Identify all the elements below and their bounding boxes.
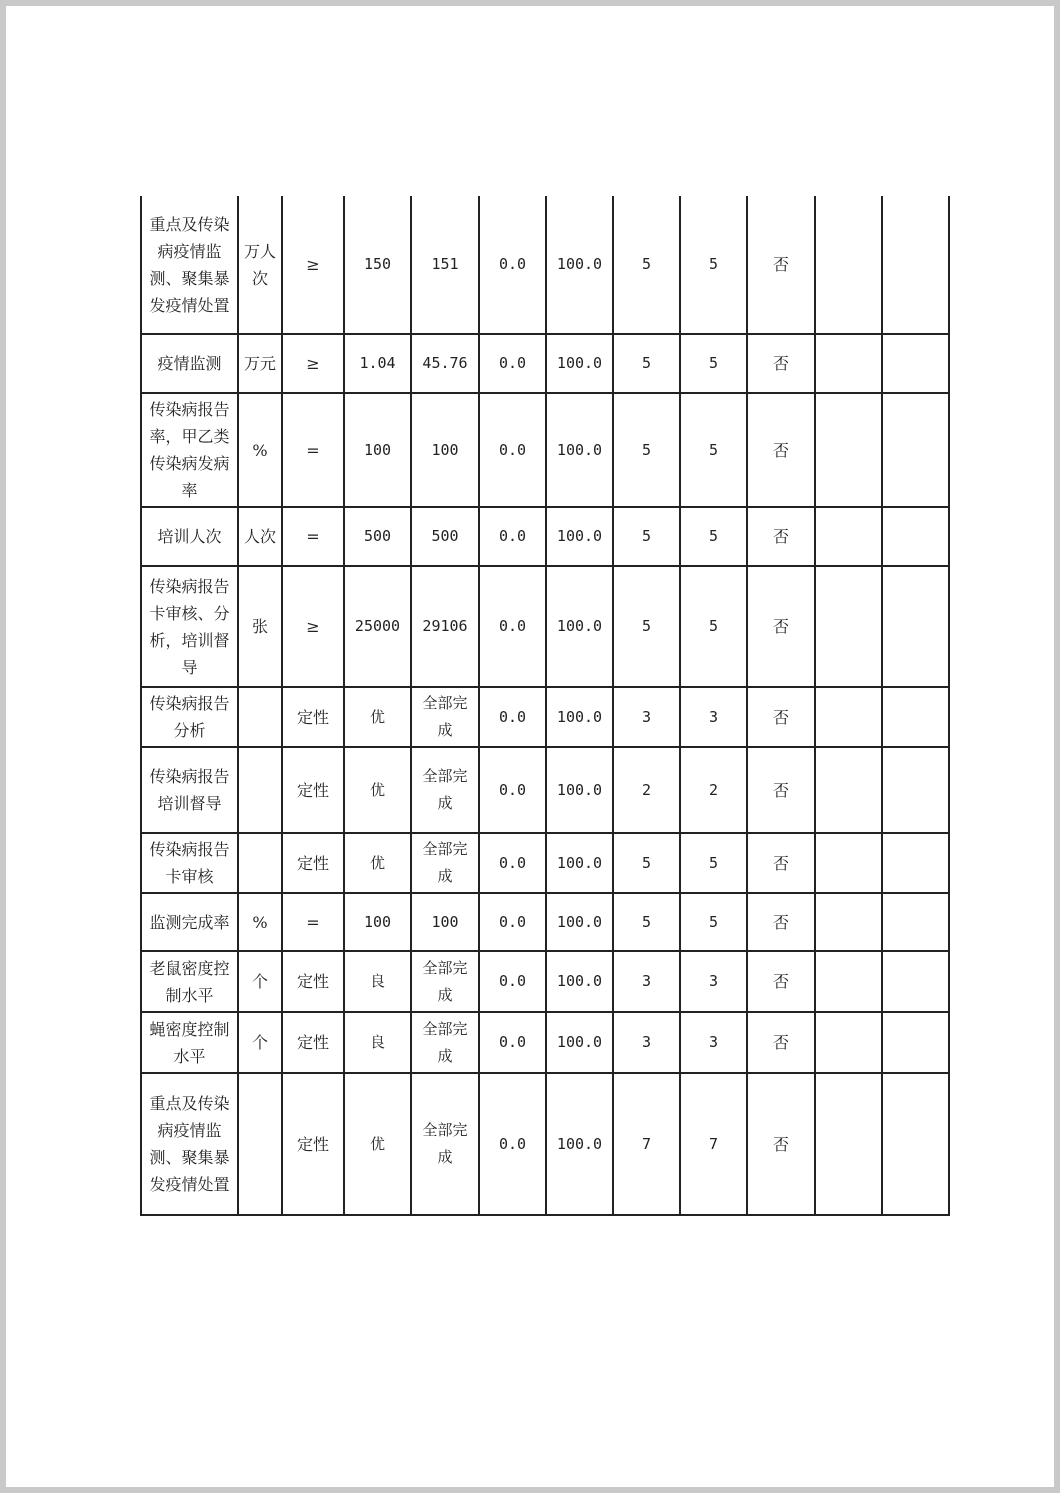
score-cell: 5	[680, 833, 747, 893]
flag-cell: 否	[747, 393, 815, 507]
table-row	[141, 393, 949, 507]
indicator-name-cell: 传染病报告卡审核	[141, 833, 238, 893]
flag-cell: 否	[747, 687, 815, 747]
remark-cell	[882, 566, 949, 687]
flag-cell: 否	[747, 951, 815, 1012]
deviation-cell: 0.0	[479, 833, 546, 893]
unit-cell: 人次	[238, 507, 282, 566]
deviation-cell: 0.0	[479, 747, 546, 833]
remark-cell	[882, 951, 949, 1012]
unit-cell	[238, 687, 282, 747]
score-cell: 5	[680, 393, 747, 507]
table-row	[141, 833, 949, 893]
remark-cell	[882, 334, 949, 393]
operator-cell: 定性	[282, 1012, 344, 1073]
indicator-name-cell: 传染病报告卡审核、分析，培训督导	[141, 566, 238, 687]
remark-cell	[882, 196, 949, 334]
target-value-cell: 优	[344, 1073, 411, 1215]
table-row	[141, 566, 949, 687]
unit-cell: 个	[238, 1012, 282, 1073]
deviation-cell: 0.0	[479, 196, 546, 334]
deviation-cell: 0.0	[479, 1073, 546, 1215]
unit-cell	[238, 747, 282, 833]
reason-cell	[815, 334, 882, 393]
actual-value-cell: 45.76	[411, 334, 479, 393]
table-row	[141, 196, 949, 334]
actual-value-cell: 全部完成	[411, 1073, 479, 1215]
indicator-name-cell: 重点及传染病疫情监测、聚集暴发疫情处置	[141, 1073, 238, 1215]
indicator-name-cell: 疫情监测	[141, 334, 238, 393]
actual-value-cell: 100	[411, 893, 479, 951]
completion-rate-cell: 100.0	[546, 1073, 613, 1215]
indicator-name-cell: 重点及传染病疫情监测、聚集暴发疫情处置	[141, 196, 238, 334]
actual-value-cell: 500	[411, 507, 479, 566]
unit-cell: 张	[238, 566, 282, 687]
deviation-cell: 0.0	[479, 1012, 546, 1073]
flag-cell: 否	[747, 1012, 815, 1073]
score-cell: 3	[680, 1012, 747, 1073]
target-value-cell: 优	[344, 747, 411, 833]
actual-value-cell: 29106	[411, 566, 479, 687]
operator-cell: =	[282, 507, 344, 566]
completion-rate-cell: 100.0	[546, 687, 613, 747]
indicator-name-cell: 传染病报告培训督导	[141, 747, 238, 833]
weight-cell: 5	[613, 334, 680, 393]
reason-cell	[815, 1073, 882, 1215]
table-row	[141, 1073, 949, 1215]
flag-cell: 否	[747, 747, 815, 833]
completion-rate-cell: 100.0	[546, 747, 613, 833]
remark-cell	[882, 507, 949, 566]
completion-rate-cell: 100.0	[546, 833, 613, 893]
operator-cell: 定性	[282, 1073, 344, 1215]
operator-cell: =	[282, 393, 344, 507]
indicator-name-cell: 培训人次	[141, 507, 238, 566]
flag-cell: 否	[747, 507, 815, 566]
flag-cell: 否	[747, 334, 815, 393]
operator-cell: =	[282, 893, 344, 951]
performance-indicator-table	[140, 196, 950, 1216]
score-cell: 3	[680, 951, 747, 1012]
remark-cell	[882, 893, 949, 951]
actual-value-cell: 全部完成	[411, 687, 479, 747]
weight-cell: 3	[613, 687, 680, 747]
score-cell: 5	[680, 507, 747, 566]
completion-rate-cell: 100.0	[546, 951, 613, 1012]
operator-cell: 定性	[282, 833, 344, 893]
unit-cell: 万人次	[238, 196, 282, 334]
target-value-cell: 100	[344, 893, 411, 951]
operator-cell: 定性	[282, 747, 344, 833]
score-cell: 5	[680, 893, 747, 951]
document-page	[6, 6, 1054, 1487]
weight-cell: 5	[613, 893, 680, 951]
score-cell: 2	[680, 747, 747, 833]
deviation-cell: 0.0	[479, 507, 546, 566]
unit-cell: %	[238, 393, 282, 507]
operator-cell: ≥	[282, 196, 344, 334]
weight-cell: 2	[613, 747, 680, 833]
reason-cell	[815, 393, 882, 507]
table-row	[141, 507, 949, 566]
score-cell: 3	[680, 687, 747, 747]
deviation-cell: 0.0	[479, 566, 546, 687]
remark-cell	[882, 1012, 949, 1073]
weight-cell: 5	[613, 833, 680, 893]
completion-rate-cell: 100.0	[546, 893, 613, 951]
target-value-cell: 150	[344, 196, 411, 334]
score-cell: 5	[680, 334, 747, 393]
unit-cell: 个	[238, 951, 282, 1012]
weight-cell: 3	[613, 951, 680, 1012]
score-cell: 5	[680, 196, 747, 334]
unit-cell	[238, 833, 282, 893]
indicator-name-cell: 传染病报告分析	[141, 687, 238, 747]
table-row	[141, 1012, 949, 1073]
deviation-cell: 0.0	[479, 393, 546, 507]
completion-rate-cell: 100.0	[546, 334, 613, 393]
reason-cell	[815, 687, 882, 747]
unit-cell: 万元	[238, 334, 282, 393]
score-cell: 5	[680, 566, 747, 687]
operator-cell: ≥	[282, 334, 344, 393]
actual-value-cell: 全部完成	[411, 747, 479, 833]
completion-rate-cell: 100.0	[546, 196, 613, 334]
deviation-cell: 0.0	[479, 951, 546, 1012]
flag-cell: 否	[747, 893, 815, 951]
indicator-name-cell: 蝇密度控制水平	[141, 1012, 238, 1073]
reason-cell	[815, 566, 882, 687]
weight-cell: 7	[613, 1073, 680, 1215]
reason-cell	[815, 893, 882, 951]
weight-cell: 3	[613, 1012, 680, 1073]
table-row	[141, 951, 949, 1012]
actual-value-cell: 全部完成	[411, 833, 479, 893]
remark-cell	[882, 747, 949, 833]
table-row	[141, 893, 949, 951]
actual-value-cell: 151	[411, 196, 479, 334]
completion-rate-cell: 100.0	[546, 1012, 613, 1073]
score-cell: 7	[680, 1073, 747, 1215]
flag-cell: 否	[747, 1073, 815, 1215]
completion-rate-cell: 100.0	[546, 566, 613, 687]
remark-cell	[882, 687, 949, 747]
operator-cell: 定性	[282, 951, 344, 1012]
weight-cell: 5	[613, 507, 680, 566]
target-value-cell: 100	[344, 393, 411, 507]
reason-cell	[815, 196, 882, 334]
reason-cell	[815, 507, 882, 566]
indicator-name-cell: 监测完成率	[141, 893, 238, 951]
reason-cell	[815, 951, 882, 1012]
deviation-cell: 0.0	[479, 334, 546, 393]
weight-cell: 5	[613, 393, 680, 507]
completion-rate-cell: 100.0	[546, 393, 613, 507]
target-value-cell: 良	[344, 1012, 411, 1073]
target-value-cell: 优	[344, 833, 411, 893]
target-value-cell: 1.04	[344, 334, 411, 393]
unit-cell	[238, 1073, 282, 1215]
weight-cell: 5	[613, 566, 680, 687]
indicator-name-cell: 老鼠密度控制水平	[141, 951, 238, 1012]
target-value-cell: 25000	[344, 566, 411, 687]
table-row	[141, 747, 949, 833]
table-body	[141, 196, 949, 1215]
indicator-name-cell: 传染病报告率，甲乙类传染病发病率	[141, 393, 238, 507]
operator-cell: 定性	[282, 687, 344, 747]
actual-value-cell: 100	[411, 393, 479, 507]
target-value-cell: 500	[344, 507, 411, 566]
target-value-cell: 优	[344, 687, 411, 747]
weight-cell: 5	[613, 196, 680, 334]
flag-cell: 否	[747, 833, 815, 893]
table-row	[141, 687, 949, 747]
reason-cell	[815, 1012, 882, 1073]
actual-value-cell: 全部完成	[411, 951, 479, 1012]
deviation-cell: 0.0	[479, 893, 546, 951]
flag-cell: 否	[747, 196, 815, 334]
remark-cell	[882, 393, 949, 507]
table-row	[141, 334, 949, 393]
reason-cell	[815, 833, 882, 893]
flag-cell: 否	[747, 566, 815, 687]
target-value-cell: 良	[344, 951, 411, 1012]
remark-cell	[882, 833, 949, 893]
operator-cell: ≥	[282, 566, 344, 687]
deviation-cell: 0.0	[479, 687, 546, 747]
remark-cell	[882, 1073, 949, 1215]
reason-cell	[815, 747, 882, 833]
completion-rate-cell: 100.0	[546, 507, 613, 566]
actual-value-cell: 全部完成	[411, 1012, 479, 1073]
unit-cell: %	[238, 893, 282, 951]
